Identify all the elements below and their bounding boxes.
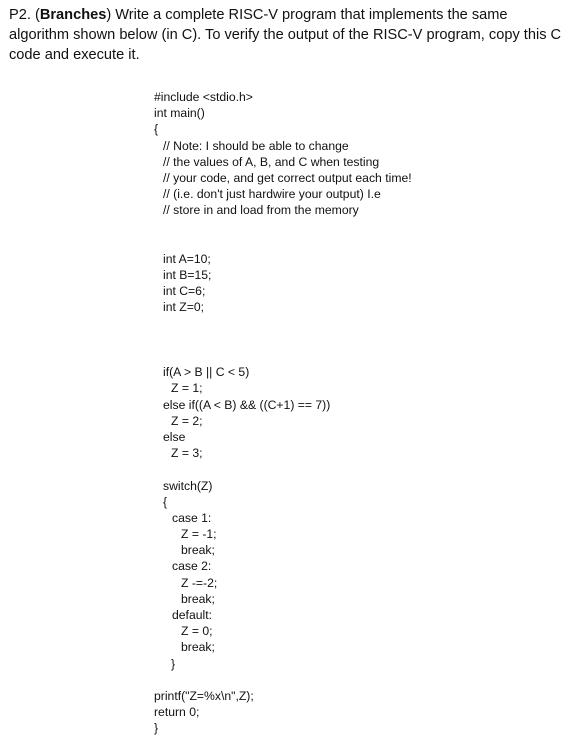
problem-text: ) Write a complete RISC-V program that implements the same algorithm shown below (in C). To verify the output of the RISC-V program, copy this C code and execute it. — [9, 7, 562, 63]
code-line: case 2: — [172, 559, 212, 574]
code-line: // your code, and get correct output each time! — [163, 170, 412, 185]
code-line: Z = -1; — [181, 527, 217, 542]
code-line: int A=10; — [163, 251, 211, 266]
code-line: default: — [172, 608, 212, 622]
code-line — [154, 672, 554, 688]
code-line: // the values of A, B, and C when testing — [163, 154, 380, 169]
code-line: // store in and load from the memory — [163, 203, 359, 218]
code-line — [154, 332, 554, 348]
code-line — [154, 316, 554, 332]
code-line: break; — [181, 591, 215, 606]
code-line: Z -=-2; — [181, 575, 218, 590]
code-line: Z = 2; — [171, 413, 203, 428]
code-line: } — [171, 656, 176, 671]
code-line: int Z=0; — [163, 300, 204, 315]
code-line — [154, 348, 554, 364]
c-code-block — [154, 89, 554, 737]
code-line: else if((A < B) && ((C+1) == 7)) — [163, 397, 331, 412]
problem-statement — [9, 5, 571, 65]
code-line: Z = 3; — [171, 446, 203, 461]
code-line: #include <stdio.h> — [154, 90, 253, 104]
problem-topic: Branches — [39, 7, 107, 23]
code-line: } — [154, 721, 159, 736]
code-line: { — [154, 122, 159, 137]
code-line: else — [163, 429, 186, 444]
code-line: Z = 1; — [171, 381, 203, 396]
code-line: break; — [181, 543, 215, 558]
code-line: case 1: — [172, 510, 212, 525]
code-line — [154, 219, 554, 235]
code-line: if(A > B || C < 5) — [163, 365, 250, 380]
code-line: int main() — [154, 106, 205, 121]
code-line: break; — [181, 640, 215, 655]
code-line: switch(Z) — [163, 478, 213, 493]
code-line — [154, 461, 554, 477]
code-line: { — [163, 494, 168, 509]
code-line: Z = 0; — [181, 624, 213, 639]
code-line: // (i.e. don't just hardwire your output) I.e — [163, 187, 381, 202]
code-line: printf("Z=%x\n",Z); — [154, 688, 254, 703]
problem-label: P2. ( — [9, 7, 40, 23]
code-line: return 0; — [154, 705, 200, 720]
code-line: // Note: I should be able to change — [163, 138, 349, 153]
code-line: int B=15; — [163, 268, 212, 283]
code-line — [154, 235, 554, 251]
code-line: int C=6; — [163, 284, 206, 299]
